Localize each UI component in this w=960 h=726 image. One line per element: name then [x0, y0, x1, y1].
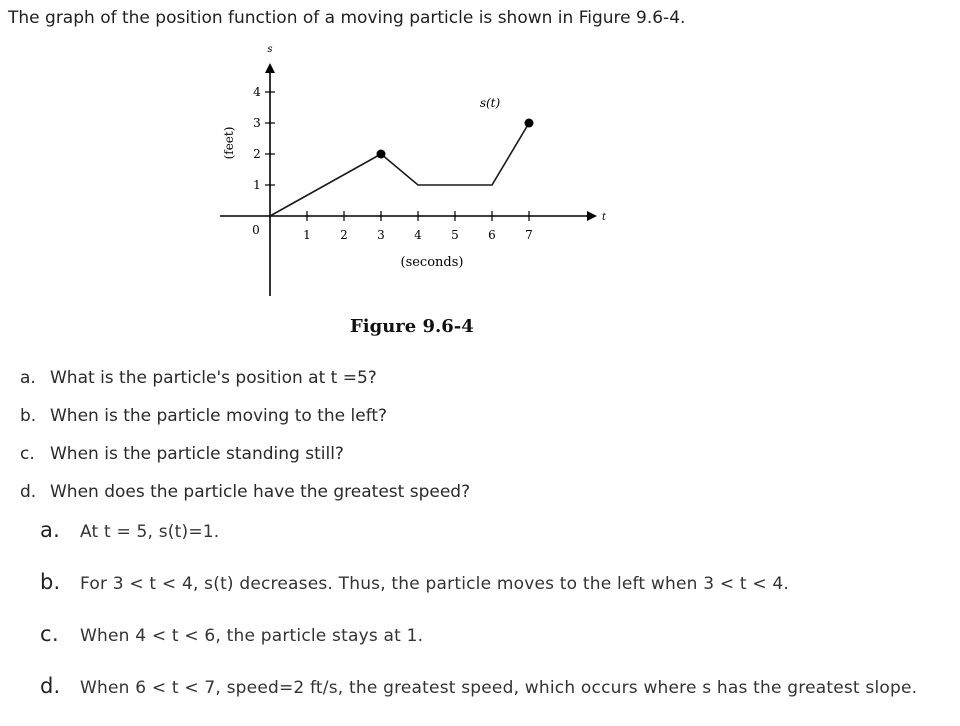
x-axis-unit: (seconds): [400, 255, 464, 270]
x-tick-label: 3: [377, 228, 385, 242]
question-text: When is the particle moving to the left?: [50, 406, 388, 426]
answer-text: At t = 5, s(t)=1.: [80, 522, 220, 542]
answer-marker: c.: [40, 622, 60, 646]
curve-label: s(t): [479, 96, 501, 110]
y-tick-label: 1: [253, 178, 261, 192]
x-tick-label: 4: [414, 228, 422, 242]
answer-text: When 6 < t < 7, speed=2 ft/s, the greatest speed, which occurs where s has the greatest slope.: [80, 678, 918, 698]
question-marker: b.: [20, 406, 37, 426]
question-text: What is the particle's position at t =5?: [50, 368, 377, 388]
x-tick-label: 5: [451, 228, 459, 242]
question-marker: d.: [20, 482, 37, 502]
answer-marker: d.: [40, 674, 61, 698]
question-item: [20, 368, 470, 406]
x-tick-label: 7: [525, 228, 533, 242]
origin-label: 0: [252, 223, 260, 237]
x-tick-label: 2: [340, 228, 348, 242]
y-tick-label: 3: [253, 116, 261, 130]
answer-item: [40, 674, 960, 726]
question-item: [20, 406, 470, 444]
answer-marker: a.: [40, 518, 60, 542]
answer-marker: b.: [40, 570, 61, 594]
data-point: [377, 150, 386, 159]
answer-item: [40, 570, 960, 622]
y-tick-label: 2: [253, 147, 261, 161]
question-text: When does the particle have the greatest speed?: [50, 482, 471, 502]
question-item: [20, 444, 470, 482]
answer-item: [40, 518, 960, 570]
position-graph: [200, 40, 620, 310]
answer-text: For 3 < t < 4, s(t) decreases. Thus, the particle moves to the left when 3 < t < 4.: [80, 574, 790, 594]
data-point: [525, 119, 534, 128]
y-axis-unit: (feet): [222, 126, 236, 160]
question-marker: a.: [20, 368, 36, 388]
figure-caption: Figure 9.6-4: [350, 316, 474, 337]
intro-text: The graph of the position function of a moving particle is shown in Figure 9.6-4.: [8, 8, 686, 28]
x-tick-label: 6: [488, 228, 496, 242]
series-line-s-t: [270, 123, 529, 216]
question-list: [20, 368, 470, 520]
y-axis-letter: s: [267, 44, 273, 55]
y-tick-label: 4: [253, 85, 261, 99]
question-item: [20, 482, 470, 520]
answer-list: [40, 518, 960, 726]
x-tick-label: 1: [303, 228, 311, 242]
x-axis-letter: t: [601, 212, 607, 223]
question-text: When is the particle standing still?: [50, 444, 344, 464]
answer-text: When 4 < t < 6, the particle stays at 1.: [80, 626, 424, 646]
answer-item: [40, 622, 960, 674]
question-marker: c.: [20, 444, 35, 464]
